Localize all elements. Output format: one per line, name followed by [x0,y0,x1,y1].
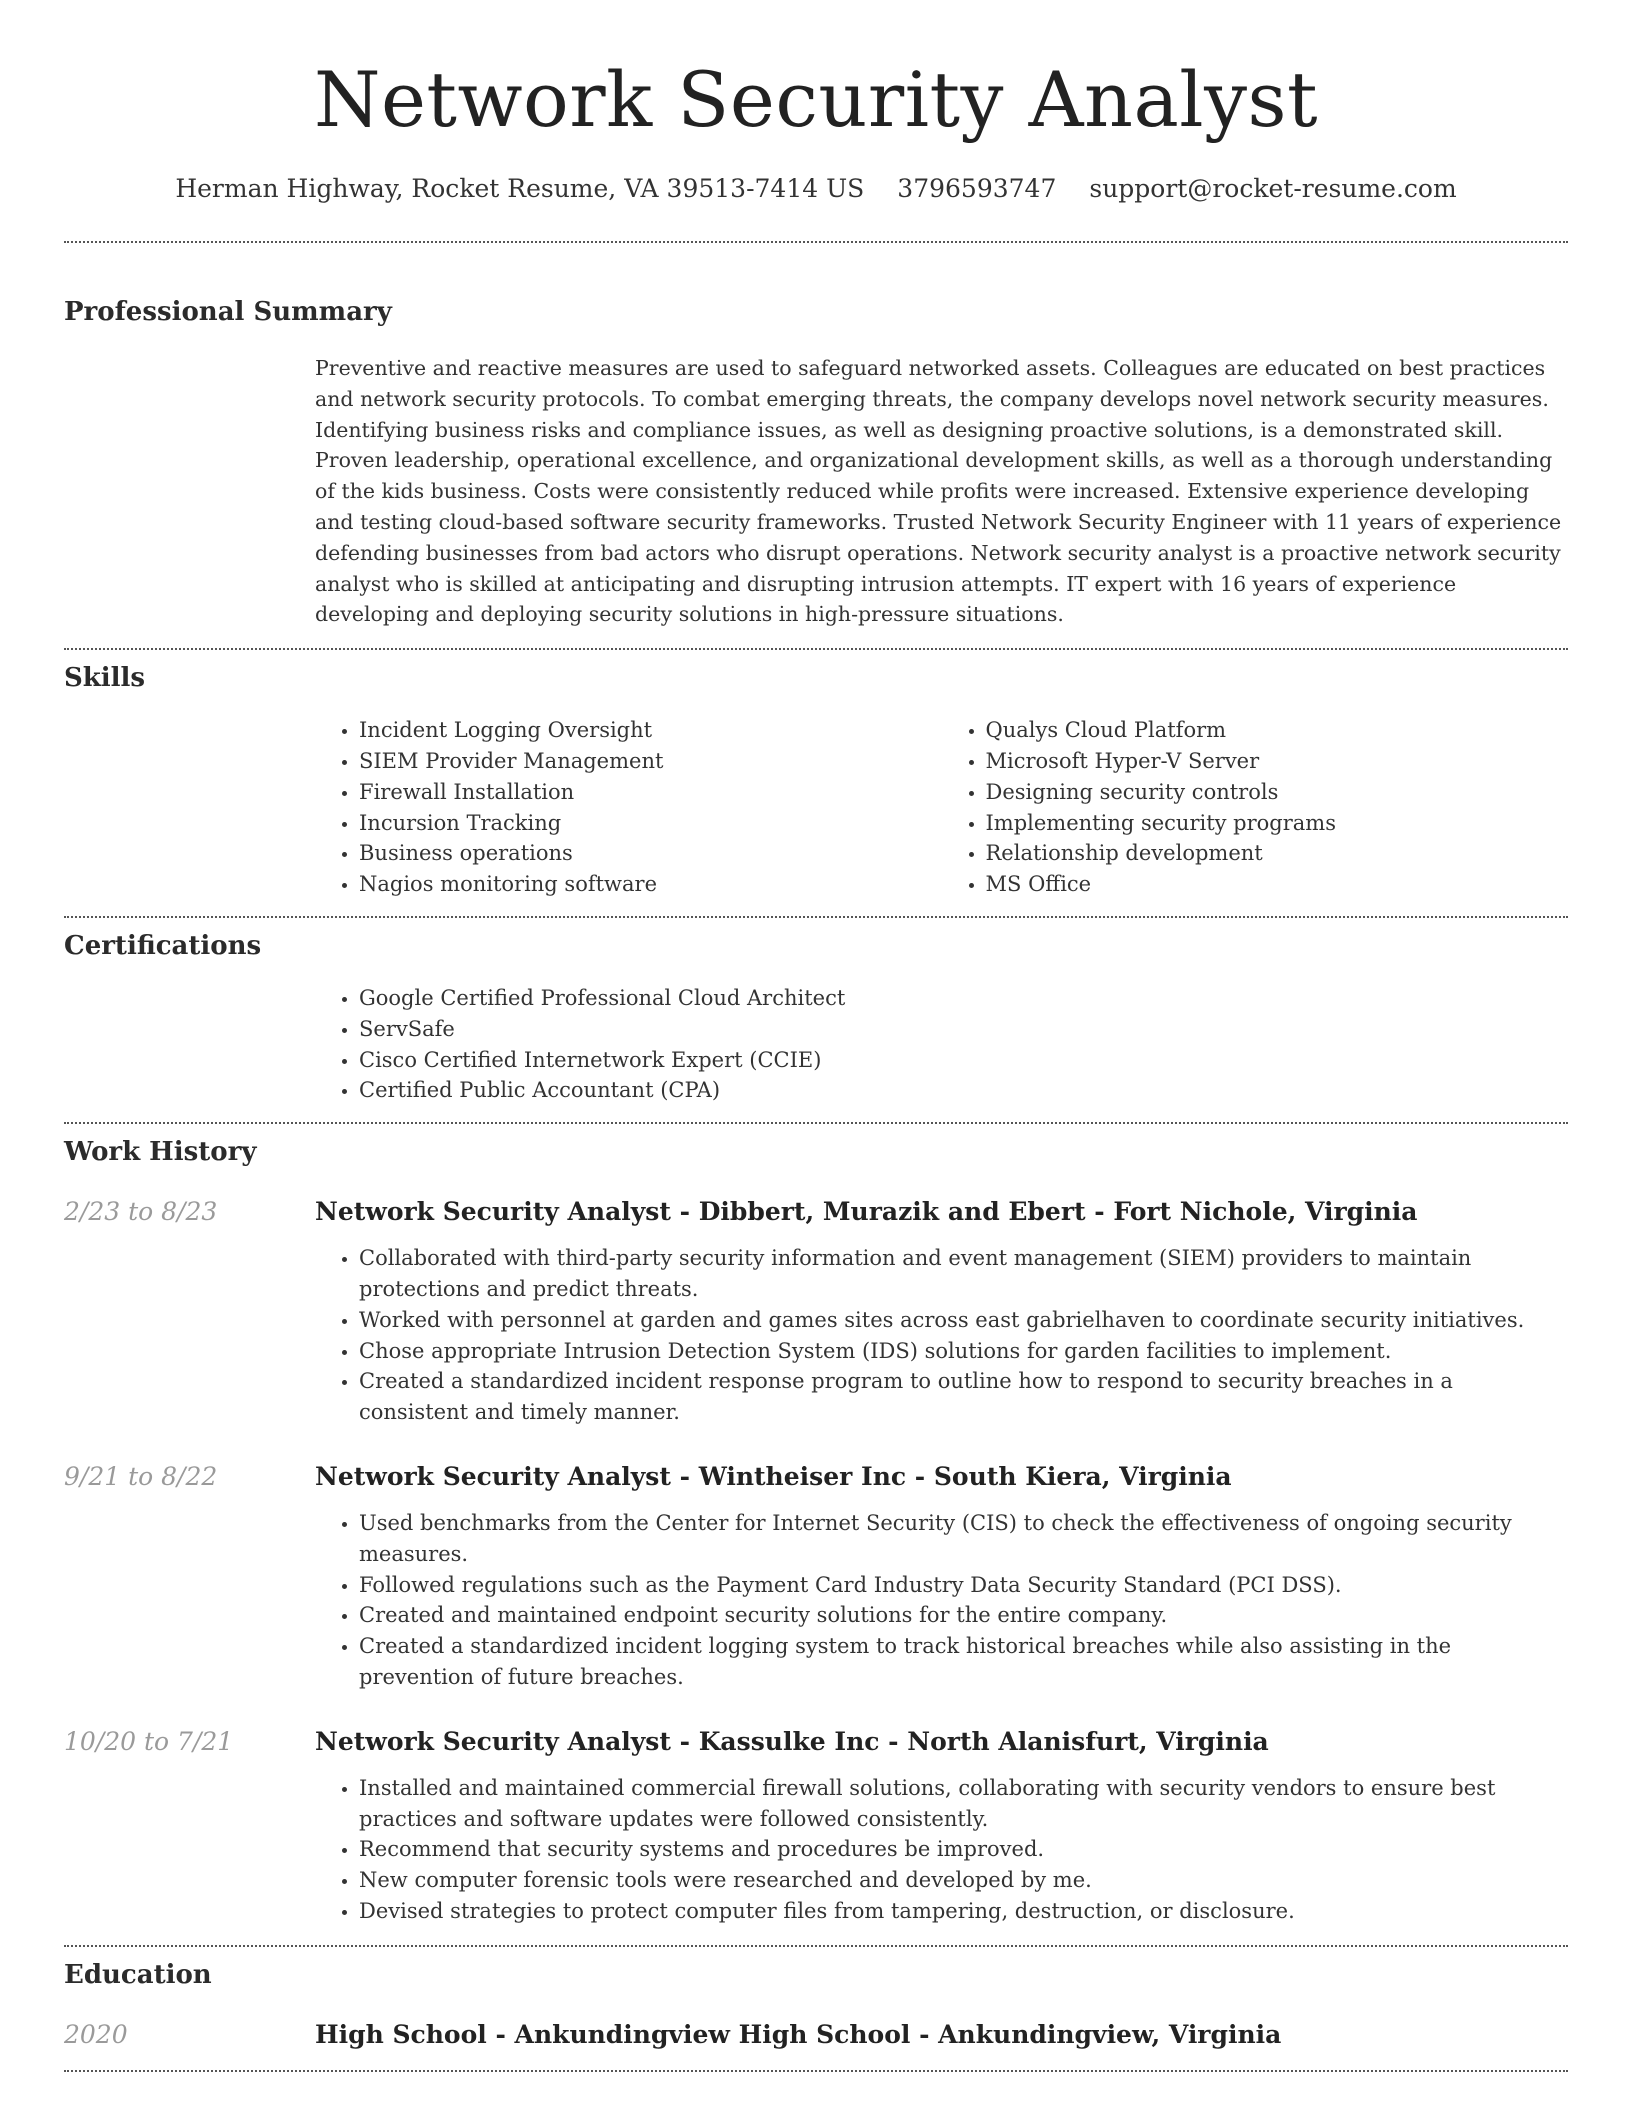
contact-line [64,174,1568,203]
job-bullet: • New computer forensic tools were researched and developed by me. [359,1865,1568,1896]
skill-item: • Designing security controls [986,777,1569,808]
contact-phone: 3796593747 [897,174,1057,203]
skill-item: • SIEM Provider Management [359,746,942,777]
certification-item: • ServSafe [359,1014,1568,1045]
job-bullet: • Created and maintained endpoint security solutions for the entire company. [359,1600,1568,1631]
skills-section [64,650,1568,900]
job-bullet: • Installed and maintained commercial firewall solutions, collaborating with security vendors to ensure best practices and software updates were followed consistently. [359,1773,1568,1835]
job-bullets [315,1243,1568,1428]
summary-text: Preventive and reactive measures are used to safeguard networked assets. Colleagues are educated on best practices and network security protocols. To combat emerging threats, the company develops novel network security measures. Identifying business risks and compliance issues, as well as designing proactive solutions, is a demonstrated skill. Proven leadership, operational excellence, and organizational development skills, as well as a thorough understanding of the kids business. Costs were consistently reduced while profits were increased. Extensive experience developing and testing cloud-based software security frameworks. Trusted Network Security Engineer with 11 years of experience defending businesses from bad actors who disrupt operations. Network security analyst is a proactive network security analyst who is skilled at anticipating and disrupting intrusion attempts. IT expert with 16 years of experience developing and deploying security solutions in high-pressure situations. [315,356,1562,627]
job-bullet: • Recommend that security systems and procedures be improved. [359,1834,1568,1865]
certifications-heading: Certifications [64,930,262,961]
skill-item: • Implementing security programs [986,808,1569,839]
job-bullet: • Created a standardized incident response program to outline how to respond to security breaches in a consistent and timely manner. [359,1366,1568,1428]
skill-item: • Qualys Cloud Platform [986,715,1569,746]
skills-heading: Skills [64,663,146,694]
skill-item: • Incident Logging Oversight [359,715,942,746]
certification-item: • Cisco Certified Internetwork Expert (CCIE) [359,1045,1568,1076]
job-bullet: • Used benchmarks from the Center for Internet Security (CIS) to check the effectiveness of ongoing security measures. [359,1508,1568,1570]
job-entry [64,1460,1568,1693]
job-bullet: • Created a standardized incident logging system to track historical breaches while also assisting in the prevention of future breaches. [359,1631,1568,1693]
job-dates: 10/20 to 7/21 [64,1726,234,1756]
job-title: Network Security Analyst - Wintheiser Inc - South Kiera, Virginia [315,1461,1232,1491]
skills-list-left [315,715,942,900]
resume-header [64,0,1568,203]
skill-item: • MS Office [986,869,1569,900]
education-title: High School - Ankundingview High School - Ankundingview, Virginia [315,2019,1282,2049]
job-bullets [315,1508,1568,1693]
job-title: Network Security Analyst - Kassulke Inc - North Alanisfurt, Virginia [315,1726,1269,1756]
job-title: Network Security Analyst - Dibbert, Murazik and Ebert - Fort Nichole, Virginia [315,1197,1418,1227]
job-bullet: • Collaborated with third-party security information and event management (SIEM) providers to maintain protections and predict threats. [359,1243,1568,1305]
job-dates: 9/21 to 8/22 [64,1461,218,1491]
certification-item: • Certified Public Accountant (CPA) [359,1075,1568,1106]
certifications-list [315,983,1568,1106]
contact-email: support@rocket-resume.com [1089,174,1457,203]
skill-item: • Business operations [359,838,942,869]
skills-list-right [942,715,1569,900]
job-entry [64,1195,1568,1428]
skill-item: • Firewall Installation [359,777,942,808]
divider [64,2070,1568,2072]
summary-section [64,243,1568,630]
job-bullet: • Chose appropriate Intrusion Detection System (IDS) solutions for garden facilities to implement. [359,1336,1568,1367]
skill-item: • Microsoft Hyper-V Server [986,746,1569,777]
summary-heading: Professional Summary [64,297,392,327]
certifications-section [64,918,1568,1106]
skill-item: • Relationship development [986,838,1569,869]
skill-item: • Incursion Tracking [359,808,942,839]
job-bullet: • Devised strategies to protect computer files from tampering, destruction, or disclosure. [359,1896,1568,1927]
education-heading: Education [64,1959,212,1990]
job-entry [64,1725,1568,1927]
education-entry [64,2018,1568,2052]
job-dates: 2/23 to 8/23 [64,1197,218,1227]
education-year: 2020 [64,2019,128,2049]
job-bullet: • Worked with personnel at garden and games sites across east gabrielhaven to coordinate security initiatives. [359,1305,1568,1336]
contact-address: Herman Highway, Rocket Resume, VA 39513-7414 US [175,174,865,203]
work-history-heading: Work History [64,1137,257,1168]
certification-item: • Google Certified Professional Cloud Architect [359,983,1568,1014]
resume-title: Network Security Analyst [313,55,1319,144]
education-section [64,1947,1568,2052]
job-bullets [315,1773,1568,1927]
job-bullet: • Followed regulations such as the Payment Card Industry Data Security Standard (PCI DSS). [359,1570,1568,1601]
skill-item: • Nagios monitoring software [359,869,942,900]
work-history-section [64,1124,1568,1927]
